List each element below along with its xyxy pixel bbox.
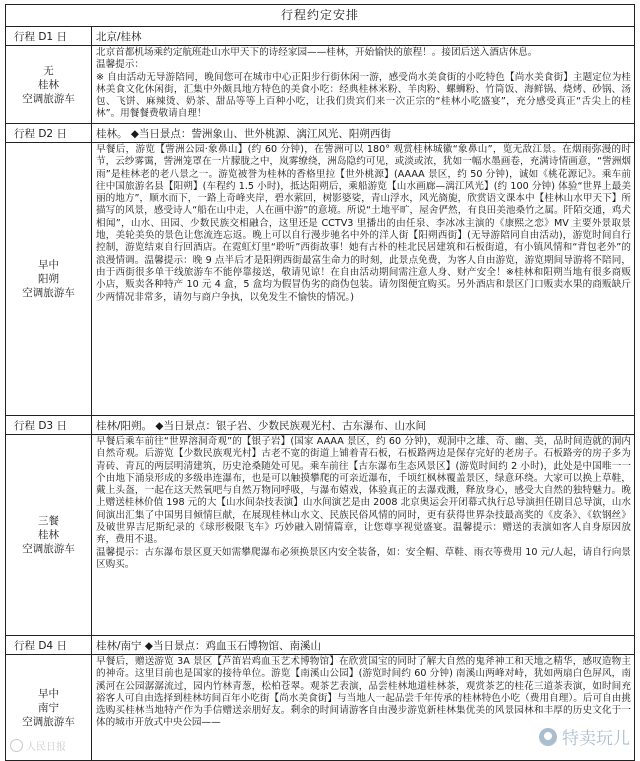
day-3-transport: 空调旅游车 <box>22 543 75 555</box>
day-1-body-row <box>6 46 634 124</box>
day-1-hotel: 桂林 <box>38 78 59 91</box>
watermark-left <box>10 738 66 753</box>
day-3-body-row <box>6 435 634 636</box>
day-2-route: 桂林。 ◆当日景点：訾洲象山、世外桃源、漓江风光、阳朔西街 <box>96 128 391 140</box>
day-2-description <box>92 143 634 415</box>
watermark-right-text: 特卖玩儿 <box>562 729 630 749</box>
day-3-route: 桂林/阳朔。 ◆当日景点：银子岩、少数民族观光村、古东瀑布、山水间 <box>96 420 426 432</box>
day-3-meals: 三餐 <box>38 515 59 527</box>
day-3-header-row <box>6 416 634 435</box>
day-4-label: 行程 D4 日 <box>6 636 92 654</box>
watermark-left-text: 人民日报 <box>26 742 66 753</box>
day-2-label: 行程 D2 日 <box>6 124 92 142</box>
day-1-label: 行程 D1 日 <box>6 27 92 45</box>
day-4-transport: 空调旅游车 <box>22 715 75 728</box>
table-title: 行程约定安排 <box>6 5 634 27</box>
day-3-meta <box>6 435 92 635</box>
day-4-paragraph: 早餐后，赠送游览 3A 景区【芦笛岩鸡血玉艺术博物馆】在欣赏国宝的同时了解大自然的鬼斧神工和天地之精华，感叹造物主的神奇。这里目前也是国家的接待单位。游览【南溪山公园】(游览时间约 60 分钟) 南溪山两峰对峙，犹如两扇白色屏风，南溪河在公园潺潺流过，园内竹林青葱，松柏苍翠。观茶艺表演，品尝桂林地道桂林茶，观赏茶艺的桂花三道茶表演，如时间充裕客人可自由选择到桂林坊间百年小吃街【尚水美食街】与当地人一起品尝千年传承的桂林特色小吃（费用自理）。后可自由挑选购买桂林当地特产作为手信赠送亲朋好友。剩余的时间请游客自由漫步游览新桂林集优美的风景园林和丰厚的历史文化于一体的城市开放式中央公园—— <box>96 656 631 729</box>
day-1-description <box>92 46 634 123</box>
day-1-route: 北京/桂林 <box>96 31 142 43</box>
day-2-meals: 早中 <box>38 259 59 271</box>
day-4-header-row <box>6 636 634 655</box>
day-1-transport: 空调旅游车 <box>22 92 75 105</box>
day-4-hotel: 南宁 <box>38 701 59 714</box>
day-3-paragraph: 早餐后乘车前往“世界溶洞奇观”的【银子岩】(国家 AAAA 景区，约 60 分钟)，观洞中之雄、奇、幽、美，品时间造就的洞内自然奇观。后游览【少数民族观光村】古老不宽的街道上铺着青石板，石板路两边是保存完好的老房子。石板路旁的房子多为青砖、青瓦的两层明清建筑，历史沧桑随处可见。乘车前往【古东瀑布生态风景区】(游览时间约 2 小时)，此处是中国唯一一个由地下涌泉形成的多级串连瀑布，也是可以触摸攀爬的可亲近瀑布，千顷红枫林覆盖景区，绿意环绕。大家可以换上草鞋，戴上头盔，一起在这天然氧吧与自然万物同呼吸，与瀑布嬉戏，体验真正的去瀑戏溅，释放身心，感受大自然的独特魅力。晚上赠送桂林价值 198 元的大【山水间杂技表演】山水间演艺是由 2008 北京奥运会开闭幕式执行总导演担任剧目总导演，山水间演出汇集了中国男目倾情巨献，在展现桂林山水文、民族民俗风情的同时，更有获得世界杂技最高奖的《皮条》、《软钢丝》及破世界吉尼斯纪录的《球形极限飞车》巧妙融入剧情篇章，让您尊享视觉盛宴。温馨提示：赠送的表演如客人自身原因放弃，费用不退。 <box>96 436 631 546</box>
day-2-hotel: 阳朔 <box>38 273 59 285</box>
day-1-header-row <box>6 27 634 46</box>
day-2-transport: 空调旅游车 <box>22 287 75 299</box>
day-3-label: 行程 D3 日 <box>6 416 92 434</box>
day-3-hotel: 桂林 <box>38 529 59 541</box>
itinerary-table <box>5 4 635 761</box>
wechat-icon <box>539 728 557 746</box>
day-3-description <box>92 435 634 635</box>
day-1-paragraph: 北京首都机场乘约定航班赴山水甲天下的诗经家园——桂林，开始愉快的旅程！。接团后送入酒店休息。 <box>96 47 538 58</box>
day-1-paragraph: ※ 自由活动无导游陪同，晚间您可在城市中心正阳步行街休闲一游，感受尚水美食街的小吃特色【尚水美食街】主题定位为桂林美食文化休闲街，汇集中外颇具地方特色的美食小吃：经典桂林米粉、羊肉粉、螺蛳粉、竹筒饭、海鲜锅、烧烤、砂锅、汤包、飞饼、麻辣烫、奶茶、甜品等等上百种小吃，让我们贵宾们来一次正宗的“桂林小吃盛宴”，充分感受真正“舌尖上的桂林”。用餐餐费敬请自理！ <box>96 71 631 120</box>
day-2-body-row <box>6 143 634 416</box>
day-2-paragraph: 早餐后，游览【訾洲公园·象鼻山】(约 60 分钟)，在訾洲可以 180° 观赏桂林城徽“象鼻山”，览无敌江景。在烟雨弥漫的时节，云纱雾霭，訾洲笼罩在一片朦胧之中，岚雾缭绕，洲岛隐约可见，或淡或浓，犹如一幅水墨画卷，充满诗情画意，“訾洲烟雨”是桂林老的老八景之一。游览被誉为桂林的香格里拉【世外桃源】(AAAA 景区，约 50 分钟)，诚如《桃花源记》。乘车前往中国旅游名县【阳朔】(车程约 1.5 小时)，抵达阳朔后，乘船游览【山水画廊—漓江风光】(约 100 分钟) 体验“世界上最美丽的地方”，顺水而下，一路上奇峰夹岸，碧水萦回，树影婆娑，青山浮水，风光旖旎，欣赏语文课本中【桂林山水甲天下】所描写的风景，感受诗人“船在山中走，人在画中游”的意境。所说“土地平旷，屋舍俨然，有良田美池桑竹之属。阡陌交通，鸡犬相闻”，山水、田园、少数民族交相融合，这里还是 CCTV3 里播出的由任泉、李冰冰主演的《康熙之恋》MV 主要外景取景地，美轮美奂的景色让您流连忘返。晚上可以自行漫步驰名中外的洋人街【阳朔西街】(无导游陪同自由活动)，游览时间自行控制，游览结束自行回酒店。在霓虹灯里“聆听”西街故事！她有古朴的桂北民居建筑和石板街道，有小镇风情和“背包老外”的浪漫情调。温馨提示：晚 9 点半后才是阳朔西街最富生命力的时刻，此景点免费，为客人自由游览，游览期间导游将不陪同，由于西街很多单干线旅游车不能停靠接送，敬请见谅！在自由活动期间需注意人身、财产安全！※桂林和阳朔当地有很多商贩小店，贩卖各种特产 10 元 4 盒，5 盒均为假冒伪劣的商伪包装。请勿图便宜购买。另外酒店和景区门口贩卖水果的商贩缺斤少两情况非常多，请勿与商户争执，以免发生不愉快的情况。) <box>96 144 631 303</box>
weibo-icon <box>10 739 23 752</box>
day-1-meta <box>6 46 92 123</box>
day-4-meals: 早中 <box>38 687 59 700</box>
day-1-meals: 无 <box>43 64 54 77</box>
day-4-route: 桂林/南宁 ◆当日景点：鸡血玉石博物馆、南溪山 <box>96 640 321 652</box>
day-1-paragraph: 温馨提示： <box>96 59 144 71</box>
watermark-right <box>539 724 630 749</box>
day-2-meta <box>6 143 92 415</box>
day-3-paragraph: 温馨提示：古东瀑布景区夏天如需攀爬瀑布必须换景区内安全装备，如：安全帽、草鞋、雨衣等费用 10 元/人起，请自行向景区购买。 <box>96 546 631 570</box>
day-2-header-row <box>6 124 634 143</box>
